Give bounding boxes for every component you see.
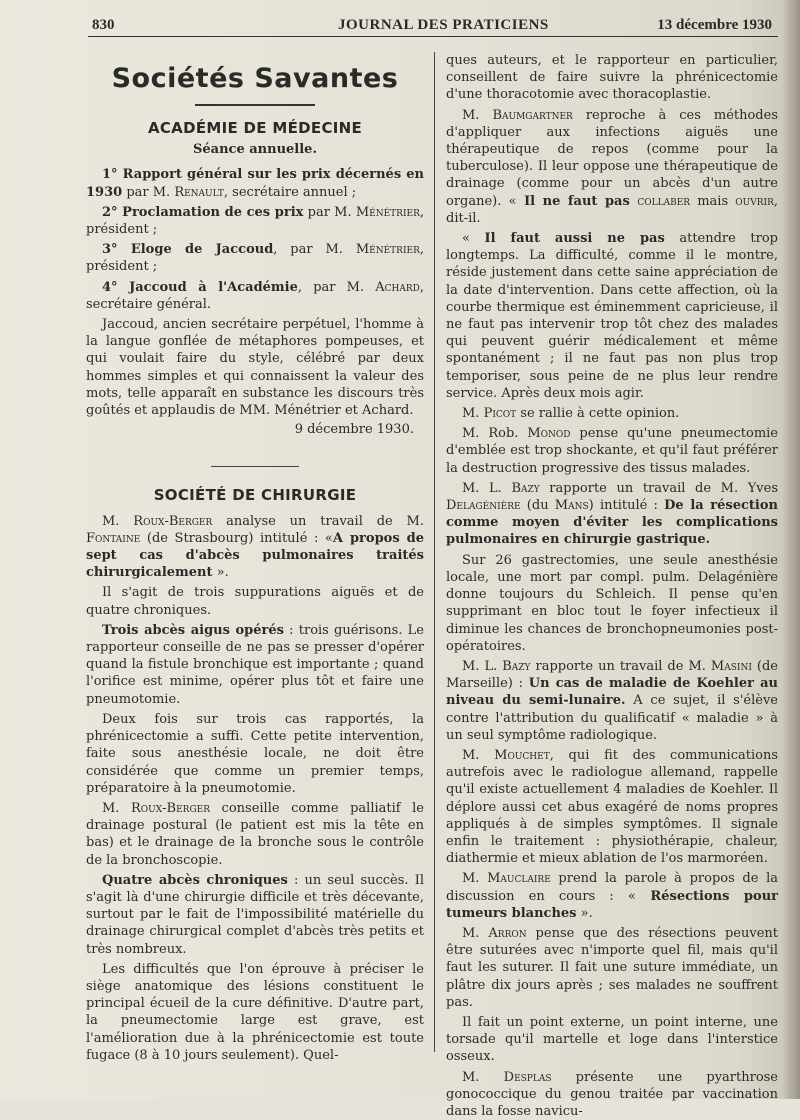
header-rule xyxy=(88,36,778,37)
right-column xyxy=(446,52,778,1120)
chirurgie-para-7: Les difficultés que l'on éprouve à préciser le siège anatomique des lésions constituent le principal écueil de la cure définitive. D'autre part, la pneumectomie large est grave, est l'amélioration due à la phrénicectomie est toute fugace (8 à 10 jours seulement). Quel- xyxy=(86,961,424,1063)
right-para-1: ques auteurs, et le rapporteur en particulier, conseillent de faire suivre la phrénicectomie d'une thoracotomie avec thoracoplastie. xyxy=(446,53,778,103)
column-divider xyxy=(434,52,435,1052)
page-edge-shadow xyxy=(782,0,800,1099)
right-para-3: « Il faut aussi ne pas attendre trop longtemps. La difficulté, comme il le montre, réside justement dans cette saine appréciation de la date d'intervention. Dans cette affection, où la courbe thermique est éminemment capricieuse, il ne faut pas intervenir trop tôt chez des malades qui peuvent guérir médicalement et même spontanément ; il ne faut pas non plus trop temporiser, sous peine de ne plus leur rendre service. Après deux mois agir. xyxy=(446,231,778,401)
journal-title: JOURNAL DES PRATICIENS xyxy=(338,17,549,33)
academie-item-2: 2° Proclamation de ces prix par M. Ménétrier, président ; xyxy=(86,204,424,238)
chirurgie-title: SOCIÉTÉ DE CHIRURGIE xyxy=(153,486,357,505)
academie-subtitle: Séance annuelle. xyxy=(193,142,317,158)
right-para-11: M. Arron pense que des résections peuvent être suturées avec n'importe quel fil, mais qu'il faut les suturer. Il fait une suture immédiate, un plâtre dix jours après ; ses malades ne souffrent pas. xyxy=(446,925,779,1010)
page-header xyxy=(88,12,778,36)
right-para-13: M. Desplas présente une pyarthrose gonococcique du genou traitée par vaccination dans la fosse navicu- xyxy=(446,1069,779,1119)
academie-item-1: 1° Rapport général sur les prix décernés en 1930 par M. Renault, secrétaire annuel ; xyxy=(86,167,424,200)
page-number: 830 xyxy=(92,17,115,33)
chirurgie-para-3: Trois abcès aigus opérés : trois guérisons. Le rapporteur conseille de ne pas se presser d'opérer quand la fistule bronchique est importante ; quand l'orifice est minime, opérer plus tôt et faire une pneumotomie. xyxy=(86,622,424,707)
academie-dateline: 9 décembre 1930. xyxy=(294,422,414,438)
chirurgie-para-4: Deux fois sur trois cas rapportés, la phrénicectomie a suffi. Cette petite intervention, faite sous anesthésie locale, ne doit être considérée que comme un premier temps, préparatoire à la pneumotomie. xyxy=(86,711,424,796)
academie-paragraph: Jaccoud, ancien secrétaire perpétuel, l'homme à la langue gonflée de métaphores pompeuses, et qui voulait faire du style, célébré par deux hommes simples et qui connaissent la valeur des mots, telle apparaît en substance les discours très goûtés et applaudis de MM. Ménétrier et Achard. xyxy=(86,317,424,419)
right-para-6: M. L. Bazy rapporte un travail de M. Yves Delagénière (du Mans) intitulé : De la résection comme moyen d'éviter les complications pulmonaires en chirurgie gastrique. xyxy=(446,480,778,548)
right-para-2: M. Baumgartner reproche à ces méthodes d'appliquer aux infections aiguës une thérapeutique de repos (comme pour la tuberculose). Il leur oppose une thérapeutique de drainage (comme pour un abcès d'un autre organe). « Il ne faut pas collaber mais ouvrir, dit-il. xyxy=(446,107,778,226)
right-para-5: M. Rob. Monod pense qu'une pneumectomie d'emblée est trop shockante, et qu'il faut préférer la destruction progressive des tissus malades. xyxy=(446,426,778,476)
academie-item-4: 4° Jaccoud à l'Académie, par M. Achard, secrétaire général. xyxy=(86,279,424,312)
title-rule xyxy=(195,104,315,106)
academie-title: ACADÉMIE DE MÉDECINE xyxy=(147,119,363,137)
right-para-10: M. Mauclaire prend la parole à propos de la discussion en cours : « Résections pour tumeurs blanches ». xyxy=(446,871,778,921)
right-para-4: M. Picot se rallie à cette opinion. xyxy=(462,406,680,422)
issue-date: 13 décembre 1930 xyxy=(657,17,772,33)
section-separator xyxy=(211,466,299,467)
chirurgie-para-1: M. Roux-Berger analyse un travail de M. Fontaine (de Strasbourg) intitulé : «A propos de sept cas d'abcès pulmonaires traités chirurgicalement ». xyxy=(86,513,424,581)
left-column xyxy=(86,58,424,1064)
chirurgie-para-5: M. Roux-Berger conseille comme palliatif le drainage postural (le patient est mis la tête en bas) et le drainage de la bronche sous le contrôle de la bronchoscopie. xyxy=(86,800,424,868)
chirurgie-para-6: Quatre abcès chroniques : un seul succès. Il s'agit là d'une chirurgie difficile et très décevante, surtout par le fait de l'impossibilité matérielle du drainage chirurgical complet d'abcès très petits et très nombreux. xyxy=(86,872,424,957)
section-main-title: Sociétés Savantes xyxy=(111,63,399,94)
chirurgie-para-2: Il s'agit de trois suppurations aiguës et de quatre chroniques. xyxy=(86,585,424,618)
right-para-9: M. Mouchet, qui fit des communications autrefois avec le radiologue allemand, rappelle qu'il existe actuellement 4 maladies de Koehler. Il déplore aussi cet abus exagéré de noms propres appliqués à de simples symptômes. Il signale enfin le traitement : physiothérapie, chaleur, diathermie et mieux ablation de l'os marmoréen. xyxy=(446,747,779,867)
right-para-12: Il fait un point externe, un point interne, une torsade qu'il martelle et loge dans l'interstice osseux. xyxy=(446,1014,778,1065)
academie-item-3: 3° Eloge de Jaccoud, par M. Ménétrier, président ; xyxy=(86,242,424,275)
right-para-8: M. L. Bazy rapporte un travail de M. Masini (de Marseille) : Un cas de maladie de Koehler au niveau du semi-lunaire. A ce sujet, il s'élève contre l'attribution du qualificatif « maladie » à un seul symptôme radiologique. xyxy=(446,658,778,743)
right-para-7: Sur 26 gastrectomies, une seule anesthésie locale, une mort par compl. pulm. Delagénière donne toujours du Schleich. Il pense qu'en supprimant en bloc tout le foyer infectieux il diminue les chances de bronchopneumonies post-opératoires. xyxy=(446,552,778,654)
